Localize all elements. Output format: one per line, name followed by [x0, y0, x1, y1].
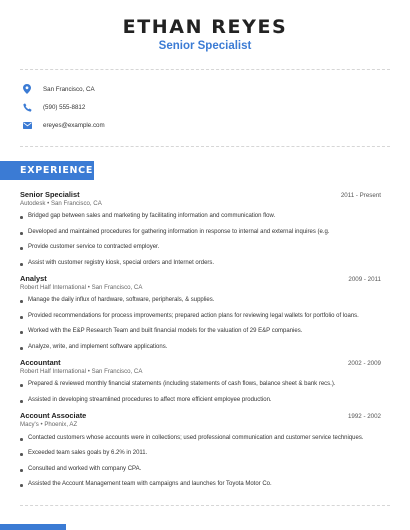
- job-title: Accountant: [20, 358, 61, 367]
- contact-phone[interactable]: [20, 100, 85, 114]
- job-company-line: Robert Half International • San Francisco, CA: [20, 284, 143, 291]
- contact-email-text[interactable]: ereyes@example.com: [43, 121, 105, 129]
- job-dates: 1992 - 2002: [347, 413, 381, 420]
- phone-icon: [20, 100, 34, 114]
- job-title-headline: Senior Specialist: [158, 40, 252, 52]
- contact-email[interactable]: [20, 118, 105, 132]
- divider: [20, 146, 390, 147]
- job-dates: 2009 - 2011: [348, 276, 381, 283]
- contact-phone-text[interactable]: (590) 555-8812: [43, 103, 86, 111]
- job-location: San Francisco, CA: [91, 368, 143, 375]
- job-dates: 2002 - 2009: [347, 360, 381, 367]
- job-company-line: Robert Half International • San Francisco, CA: [20, 368, 143, 375]
- job-company: Macy's: [20, 421, 39, 428]
- contact-location-text: San Francisco, CA: [43, 85, 95, 93]
- job-dates: 2011 - Present: [340, 192, 381, 199]
- job-company: Robert Half International: [20, 284, 87, 291]
- job-location: San Francisco, CA: [50, 200, 102, 207]
- divider: [20, 505, 390, 506]
- job-company-line: Macy's • Phoenix, AZ: [20, 421, 78, 428]
- job-company: Robert Half International: [20, 368, 87, 375]
- section-heading-experience: EXPERIENCE: [0, 161, 94, 180]
- job-location: Phoenix, AZ: [44, 421, 78, 428]
- divider: [20, 69, 390, 70]
- job-company-line: Autodesk • San Francisco, CA: [20, 200, 102, 207]
- location-pin-icon: [20, 82, 34, 96]
- contact-location: [20, 82, 95, 96]
- job-company: Autodesk: [20, 200, 46, 207]
- job-title: Senior Specialist: [20, 190, 80, 199]
- next-section-heading-bar: [0, 524, 66, 530]
- email-icon: [20, 118, 34, 132]
- job-title: Account Associate: [20, 411, 87, 420]
- candidate-name: ETHAN REYES: [122, 16, 288, 38]
- job-location: San Francisco, CA: [91, 284, 143, 291]
- job-title: Analyst: [20, 274, 47, 283]
